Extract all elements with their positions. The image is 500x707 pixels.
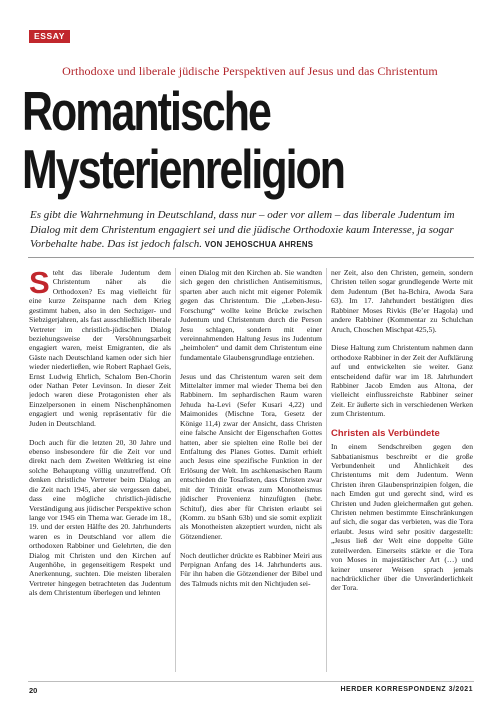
title-line-2: Mysterienreligion	[22, 138, 345, 200]
paragraph: Jesus und das Christentum waren seit dem Mittelalter immer mal wieder Thema bei den Rabbinern. Im sephardischen Raum waren Jehuda ha-Levi (Sefer Kusari 4,22) und Maimonides (Mischne Tora, Gesetz der Könige 11,4) zwar der Ansicht, dass Christen eine falsche Ansicht der Eigenschaften Gottes hatten, aber sie spielten eine Rolle bei der Entfaltung des Planes Gottes. Damit erhielt auch Jesus eine spezifische Funktion in der Erlösung der Welt. Im aschkenasischen Raum entschieden die Tosafisten, dass Christen zwar mit der Trinität etwas zum Monotheismus jüdischer Provenienz hinzufügten (hebr. Schituf), dies aber für Christen erlaubt sei (Komm. zu bSanh 63b) und sie somit explizit als Monotheisten akzeptiert wurden, nicht als Götzendiener.	[180, 371, 322, 541]
paragraph: Diese Haltung zum Christentum nahmen dann orthodoxe Rabbiner in der Zeit der Aufklärung auf und entwickelten sie weiter. Ganz entscheidend dafür war im 18. Jahrhundert Rabbiner Jacob Emden aus Altona, der vielleicht einflussreichste Rabbiner seiner Zeit. Er äußerte sich in verschiedenen Werken zum Christentum.	[331, 343, 473, 419]
text-column-2	[180, 268, 322, 672]
lead-text: Es gibt die Wahrnehmung in Deutschland, dass nur – oder vor allem – das liberale Judentum im Dialog mit dem Christentum engagiert sei und die jüdische Orthodoxie kaum Interesse, ja sogar Vorbehalte habe. Das ist jedoch falsch.	[30, 209, 455, 251]
column-divider	[326, 268, 327, 672]
text-column-1	[29, 268, 171, 672]
paragraph: einen Dialog mit den Kirchen ab. Sie wandten sich gegen den christlichen Antisemitismus, sparten aber auch nicht mit eigener Polemik gegen das Christentum. Die „Leben-Jesu-Forschung“ wollte keine Brücke zwischen Judentum und Christentum durch die Person Jesu schlagen, sondern mit einer vereinnahmenden Haltung Jesus ins Judentum „heimholen“ und damit dem Christentum eine fundamentale Glaubensgrundlage entziehen.	[180, 268, 322, 362]
paragraph: Noch deutlicher drückte es Rabbiner Meiri aus Perpignan Anfang des 14. Jahrhunderts aus. Für ihn haben die Götzendiener der Bibel und des Talmuds nichts mit den Nichtjuden sei-	[180, 550, 322, 588]
journal-name: HERDER KORRESPONDENZ 3/2021	[340, 686, 473, 693]
paragraph	[29, 268, 171, 428]
drop-cap: S	[29, 268, 50, 300]
page-number: 20	[29, 686, 38, 695]
section-tag: ESSAY	[29, 30, 70, 43]
paragraph-text: teht das liberale Judentum dem Christentum näher als die Orthodoxen? Es mag vielleicht für eine kurze Zeitspanne nach dem Krieg gestimmt haben, also in den Sechziger- und Siebzigerjahren, als fast ausschließlich liberale Vertreter im christlich-jüdischen Dialog beziehungsweise der Versöhnungsarbeit engagiert waren, meist Emigranten, die als Gäste nach Deutschland kamen oder sich hier wieder niederließen, wie Robert Raphael Geis, Ernst Ludwig Ehrlich, Schalom Ben-Chorin oder Nathan Peter Levinson. In dieser Zeit jedoch waren diese Protagonisten eher als Einzelpersonen in einem Nischenphänomen engagiert und wenig repräsentativ für die Juden in Deutschland.	[29, 268, 171, 428]
article-subtitle: Orthodoxe und liberale jüdische Perspektiven auf Jesus und das Christentum	[62, 64, 438, 78]
column-divider	[175, 268, 176, 672]
footer-divider	[28, 681, 474, 682]
author-byline: VON JEHOSCHUA AHRENS	[204, 240, 314, 250]
text-column-3	[331, 268, 473, 672]
title-line-1: Romantische	[22, 80, 270, 142]
paragraph: Doch auch für die letzten 20, 30 Jahre und ebenso insbesondere für die Zeit vor und direkt nach dem Zweiten Weltkrieg ist eine solche Behauptung völlig unzutreffend. Oft denken christliche Vertreter beim Dialog an die Zeit nach 1945, aber sie vergessen dabei, dass eine mögliche christlich-jüdische Verständigung aus jüdischer Perspektive schon lange vor 1945 ein Thema war. Gerade im 18., 19. und der ersten Hälfte des 20. Jahrhunderts waren es in Deutschland vor allem die orthodoxen Rabbiner und Gelehrten, die den Dialog mit Christen und den Kirchen auf Augenhöhe, in gegenseitigem Respekt und Anerkennung, suchten. Die meisten liberalen Vertreter hingegen betrachteten das Judentum als dem Christentum überlegen und lehnten	[29, 437, 171, 598]
lead-divider	[28, 257, 474, 258]
section-heading: Christen als Verbündete	[331, 428, 440, 440]
article-title	[22, 82, 365, 198]
paragraph: In einem Sendschreiben gegen den Sabbatianismus beschreibt er die große Verbundenheit und Ähnlichkeit des Christentums mit dem Judentum. Wenn Christen ihren Glaubensprinzipien folgen, die nach Emden gut und gerecht sind, wird es Christen und Juden gleichermaßen gut gehen. Christen nehmen bestimmte Einschränkungen auf sich, die sogar das verbieten, was die Tora erlaubt. Jesus wird sehr positiv dargestellt: „Jesus ließ der Welt eine doppelte Güte zuteilwerden. Einerseits stärkte er die Tora von Moses in majestätischer Art (…) und keiner unserer Weisen sprach jemals nachdrücklicher über die Unveränderlichkeit der Tora.	[331, 442, 473, 593]
article-lead	[30, 208, 475, 253]
paragraph: ner Zeit, also den Christen, gemein, sondern Christen teilen sogar grundlegende Werte mit dem Judentum (Bet ha-Bchira, Awoda Sara 63). Im 17. Jahrhundert bestätigten dies Rabbiner Moses Rivkis (Be’er Hagola) und andere Rabbiner (Kommentar zu Schulchan Aruch, Choschen Mischpat 425,5).	[331, 268, 473, 334]
